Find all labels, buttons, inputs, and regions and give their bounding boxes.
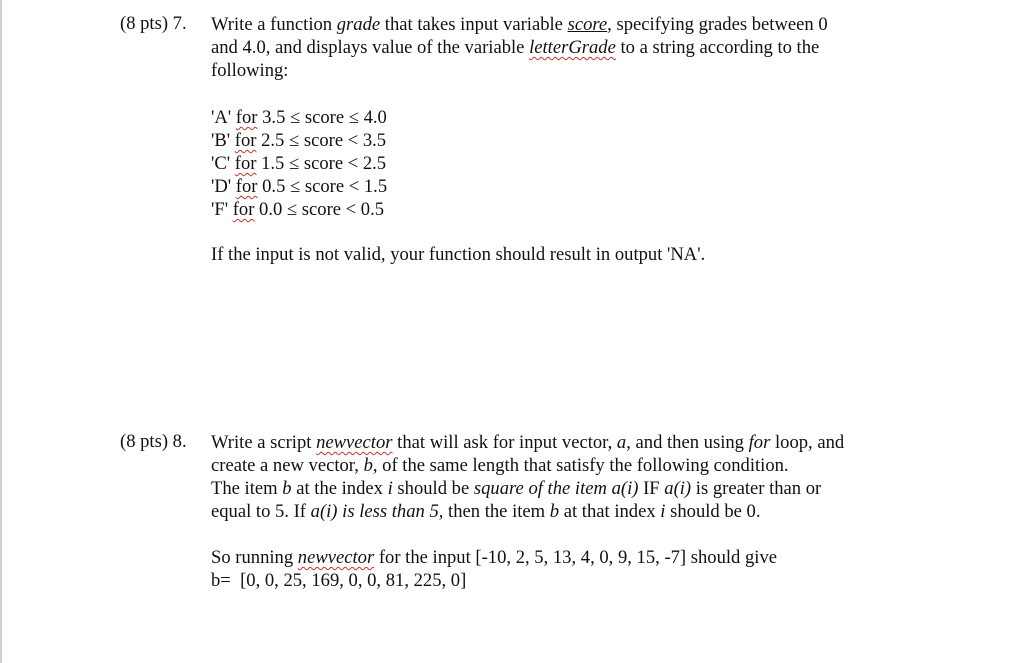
q8-text-seg: create a new vector, <box>211 455 364 476</box>
grade-condition: 0.0 ≤ score < 0.5 <box>254 199 385 220</box>
grade-letter: 'A' <box>211 107 232 128</box>
grade-table <box>211 106 387 221</box>
q8-text <box>211 431 901 523</box>
grade-letter: 'B' <box>211 130 231 151</box>
q8-text-seg: equal to 5. If <box>211 501 311 522</box>
grade-condition: 1.5 ≤ score < 2.5 <box>256 153 387 174</box>
grade-for: for <box>235 107 258 128</box>
q8-text-seg: for the input [-10, 2, 5, 13, 4, 0, 9, 15, -7] should give <box>374 547 778 568</box>
grade-for: for <box>234 153 257 174</box>
grade-letter: 'F' <box>211 199 229 220</box>
q8-text-seg: should be 0. <box>665 501 761 522</box>
q7-text-seg: Write a function <box>211 14 337 35</box>
q8-text-seg: loop, and <box>770 432 845 453</box>
grade-for: for <box>232 199 255 220</box>
q8-var-i: i <box>387 478 393 499</box>
q7-var-score: score <box>567 14 608 35</box>
q8-var-a: a <box>616 432 627 453</box>
q8-script-name: newvector <box>297 547 375 568</box>
q8-var-b: b <box>363 455 373 476</box>
q7-invalid-note <box>211 243 901 266</box>
q7-invalid-text: If the input is not valid, your function should result in output 'NA'. <box>211 244 706 265</box>
q8-example <box>211 546 901 592</box>
q7-var-lettergrade: letterGrade <box>529 37 616 58</box>
q8-number: (8 pts) 8. <box>120 431 187 452</box>
q8-script-name: newvector <box>316 432 393 453</box>
q8-text-seg: then the item <box>443 501 550 522</box>
q8-square-phrase: square of the item a(i) <box>473 478 639 499</box>
q8-line-3 <box>211 477 901 500</box>
q8-line-6: b= [0, 0, 25, 169, 0, 0, 81, 225, 0] <box>211 570 467 591</box>
grade-condition: 3.5 ≤ score ≤ 4.0 <box>257 107 387 128</box>
grade-row <box>211 152 387 175</box>
q8-text-seg: IF <box>638 478 665 499</box>
q7-text <box>211 13 901 82</box>
grade-letter: 'D' <box>211 176 232 197</box>
page-left-border <box>0 0 2 663</box>
grade-condition: 2.5 ≤ score < 3.5 <box>256 130 387 151</box>
grade-row <box>211 106 387 129</box>
q8-less-phrase: a(i) is less than 5, <box>310 501 444 522</box>
q7-line-2 <box>211 36 901 59</box>
q7-text-seg: that takes input variable <box>380 14 568 35</box>
grade-condition: 0.5 ≤ score < 1.5 <box>257 176 388 197</box>
q8-text-seg: So running <box>211 547 298 568</box>
q7-line-1 <box>211 13 901 36</box>
grade-for: for <box>235 176 258 197</box>
q8-text-seg: is greater than or <box>691 478 822 499</box>
q7-number: (8 pts) 7. <box>120 13 187 34</box>
q8-text-seg: should be <box>392 478 474 499</box>
q8-line-2 <box>211 454 901 477</box>
q8-text-seg: , and then using <box>626 432 749 453</box>
q8-line-5 <box>211 546 901 569</box>
q8-text-seg: at that index <box>559 501 661 522</box>
q7-line-3: following: <box>211 60 289 81</box>
q8-text-seg: , of the same length that satisfy the following condition. <box>372 455 789 476</box>
grade-row <box>211 198 387 221</box>
grade-row <box>211 129 387 152</box>
q7-text-seg: , specifying grades between 0 <box>607 14 828 35</box>
q8-text-seg: The item <box>211 478 283 499</box>
grade-for: for <box>234 130 257 151</box>
q8-var-i: i <box>660 501 666 522</box>
q8-for-keyword: for <box>748 432 771 453</box>
q7-text-seg: and 4.0, and displays value of the variable <box>211 37 530 58</box>
grade-letter: 'C' <box>211 153 231 174</box>
q7-func-name: grade <box>336 14 381 35</box>
q8-var-b: b <box>282 478 292 499</box>
q8-var-b: b <box>549 501 560 522</box>
q8-text-seg: at the index <box>291 478 388 499</box>
q8-text-seg: that will ask for input vector, <box>392 432 617 453</box>
q8-line-1 <box>211 431 901 454</box>
q8-text-seg: Write a script <box>211 432 317 453</box>
q8-line-4 <box>211 500 901 523</box>
grade-row <box>211 175 387 198</box>
q8-var-ai: a(i) <box>664 478 692 499</box>
q7-text-seg: to a string according to the <box>615 37 820 58</box>
